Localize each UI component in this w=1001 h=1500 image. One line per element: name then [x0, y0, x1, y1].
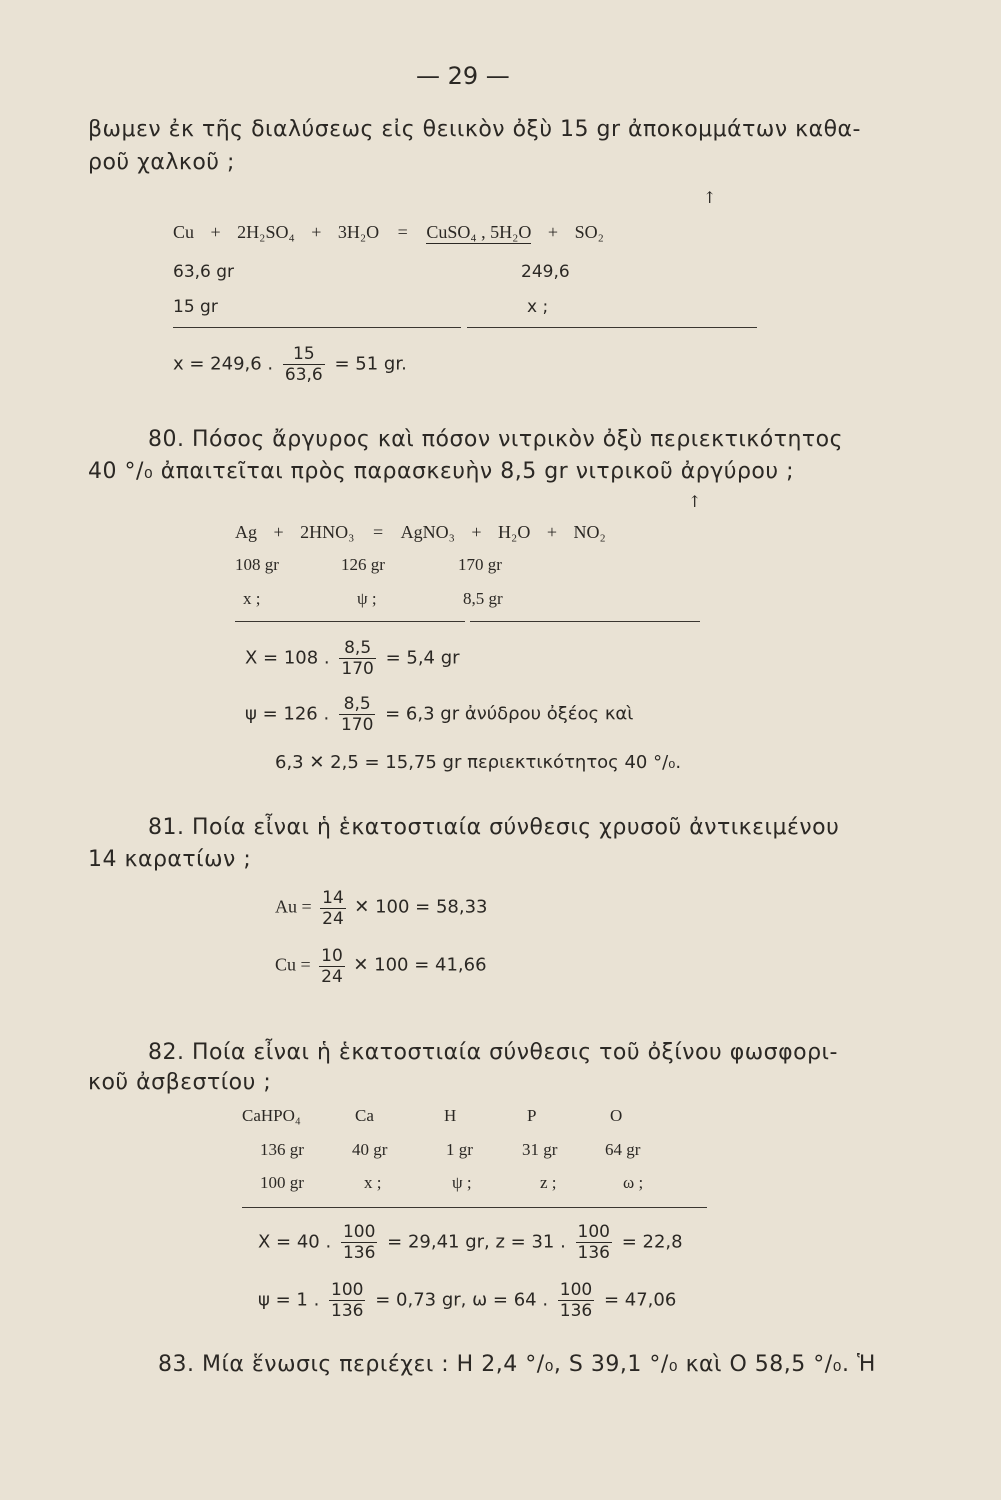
reactant-hno3: 2HNO₃ — [300, 522, 355, 542]
eq2-row1-agno3: 170 gr — [458, 555, 502, 574]
copper-composition — [275, 946, 487, 987]
denominator: 136 — [577, 1243, 610, 1263]
plus-sign: + — [546, 522, 557, 542]
solution-lhs: ψ = 126 . — [245, 703, 330, 725]
table-cell: ω ; — [623, 1173, 644, 1192]
fraction — [339, 638, 375, 679]
equals-sign: = — [372, 522, 384, 542]
solution-rhs: = 51 gr. — [334, 353, 407, 375]
numerator: 100 — [342, 1222, 376, 1242]
eq2-solution-concentration: 6,3 ✕ 2,5 = 15,75 gr περιεκτικότητος 40 °/₀. — [275, 752, 682, 773]
fraction — [558, 1280, 594, 1321]
fraction — [283, 344, 325, 385]
product-cuso4: CuSO₄ , 5H₂O — [426, 222, 532, 242]
table-header: Ca — [355, 1106, 374, 1125]
eq2-row2-agno3: 8,5 gr — [463, 589, 503, 608]
reaction-2 — [235, 522, 606, 543]
solution-lhs: X = 108 . — [245, 647, 330, 669]
solution-mid: = 29,41 gr, z = 31 . — [387, 1231, 566, 1253]
problem-80-line-1: 80. Πόσος ἄργυρος καὶ πόσον νιτρικὸν ὀξὺ περιεκτικότητος — [148, 427, 844, 452]
problem-83-line-1: 83. Μία ἕνωσις περιέχει : H 2,4 °/₀, S 39,1 °/₀ καὶ O 58,5 °/₀. Ἡ — [158, 1352, 876, 1377]
gold-composition — [275, 888, 488, 929]
eq1-solution — [173, 344, 407, 385]
denominator: 136 — [331, 1301, 364, 1321]
numerator: 8,5 — [344, 638, 372, 658]
denominator: 24 — [321, 967, 343, 987]
table-header-row — [0, 1106, 1001, 1130]
table-cell: ψ ; — [452, 1173, 472, 1192]
intro-line-2: ροῦ χαλκοῦ ; — [88, 150, 235, 175]
numerator: 100 — [577, 1222, 610, 1242]
denominator: 24 — [322, 909, 344, 929]
reactant-h2o: 3H₂O — [337, 222, 380, 242]
table-cell: 64 gr — [605, 1140, 641, 1159]
solution-lhs: X = 40 . — [258, 1231, 332, 1253]
fraction — [319, 946, 345, 987]
product-no2: NO₂ — [573, 522, 606, 542]
solution-rhs: = 47,06 — [603, 1289, 677, 1311]
eq1-row2-right: x ; — [527, 297, 549, 317]
denominator: 170 — [341, 659, 374, 679]
divider-line — [470, 621, 700, 622]
problem-82-line-2: κοῦ ἀσβεστίου ; — [88, 1070, 272, 1095]
table-header: O — [610, 1106, 623, 1125]
solution-lhs: Cu = — [275, 954, 311, 975]
fraction — [339, 694, 375, 735]
solution-rhs: ✕ 100 = 58,33 — [354, 896, 488, 918]
equals-sign: = — [397, 222, 408, 242]
fraction — [329, 1280, 365, 1321]
table-cell: 31 gr — [522, 1140, 558, 1159]
gas-arrow-icon: ↑ — [688, 492, 702, 511]
numerator: 10 — [321, 946, 343, 966]
product-h2o: H₂O — [498, 522, 531, 542]
numerator: 100 — [559, 1280, 593, 1300]
solution-lhs: x = 249,6 . — [173, 353, 274, 375]
eq1-row1-left: 63,6 gr — [173, 262, 235, 282]
sol82-line-b — [258, 1280, 676, 1321]
problem-81-line-1: 81. Ποία εἶναι ἡ ἑκατοστιαία σύνθεσις χρυσοῦ ἀντικειμένου — [148, 815, 840, 840]
numerator: 8,5 — [343, 694, 371, 714]
divider-line — [235, 621, 465, 622]
problem-80-line-2: 40 °/₀ ἀπαιτεῖται πρὸς παρασκευὴν 8,5 gr νιτρικοῦ ἀργύρου ; — [88, 459, 795, 484]
eq1-row2-left: 15 gr — [173, 297, 218, 317]
sol82-line-a — [258, 1222, 683, 1263]
divider-line — [242, 1207, 707, 1208]
table-header: P — [527, 1106, 537, 1125]
solution-lhs: ψ = 1 . — [258, 1289, 320, 1311]
table-row — [0, 1173, 1001, 1197]
solution-lhs: Au = — [275, 896, 312, 917]
eq2-row1-hno3: 126 gr — [341, 555, 385, 574]
eq2-row2-ag: x ; — [243, 589, 261, 608]
numerator: 14 — [322, 888, 344, 908]
table-cell: 40 gr — [352, 1140, 388, 1159]
solution-rhs: = 6,3 gr ἀνύδρου ὀξέος καὶ — [385, 703, 634, 725]
plus-sign: + — [311, 222, 322, 242]
solution-rhs: = 22,8 — [621, 1231, 683, 1253]
table-header: CaHPO₄ — [242, 1106, 301, 1125]
table-cell: x ; — [364, 1173, 382, 1192]
table-cell: 136 gr — [260, 1140, 304, 1159]
solution-mid: = 0,73 gr, ω = 64 . — [375, 1289, 549, 1311]
problem-81-line-2: 14 καρατίων ; — [88, 847, 252, 872]
plus-sign: + — [210, 222, 221, 242]
divider-line — [173, 327, 461, 328]
eq2-row1-ag: 108 gr — [235, 555, 279, 574]
table-row — [0, 1140, 1001, 1164]
solution-rhs: = 5,4 gr — [385, 647, 460, 669]
divider-line — [467, 327, 757, 328]
table-cell: 1 gr — [446, 1140, 473, 1159]
denominator: 170 — [340, 715, 374, 735]
plus-sign: + — [471, 522, 482, 542]
plus-sign: + — [547, 222, 559, 242]
denominator: 136 — [342, 1243, 376, 1263]
eq1-row1-right: 249,6 — [521, 262, 570, 282]
page-number: — 29 — — [416, 62, 510, 90]
eq2-row2-hno3: ψ ; — [357, 589, 377, 608]
fraction — [341, 1222, 377, 1263]
reactant-ag: Ag — [235, 522, 257, 542]
numerator: 15 — [293, 344, 315, 364]
reactant-h2so4: 2H₂SO₄ — [237, 222, 295, 242]
table-cell: z ; — [540, 1173, 557, 1192]
product-agno3: AgNO₃ — [400, 522, 455, 542]
table-header: H — [444, 1106, 457, 1125]
intro-line-1: βωμεν ἐκ τῆς διαλύσεως εἰς θειικὸν ὀξὺ 15 gr ἀποκομμάτων καθα- — [88, 117, 861, 142]
reactant-cu: Cu — [173, 222, 195, 242]
eq2-solution-x — [245, 638, 460, 679]
solution-rhs: ✕ 100 = 41,66 — [353, 954, 487, 976]
denominator: 136 — [559, 1301, 593, 1321]
numerator: 100 — [331, 1280, 364, 1300]
reaction-1 — [173, 222, 604, 243]
table-cell: 100 gr — [260, 1173, 304, 1192]
fraction — [576, 1222, 612, 1263]
eq2-solution-psi — [245, 694, 633, 735]
denominator: 63,6 — [284, 365, 323, 385]
fraction — [320, 888, 346, 929]
gas-arrow-icon: ↑ — [703, 188, 717, 207]
problem-82-line-1: 82. Ποία εἶναι ἡ ἑκατοστιαία σύνθεσις τοῦ ὀξίνου φωσφορι- — [148, 1040, 838, 1065]
product-so2: SO₂ — [574, 222, 604, 242]
plus-sign: + — [273, 522, 284, 542]
